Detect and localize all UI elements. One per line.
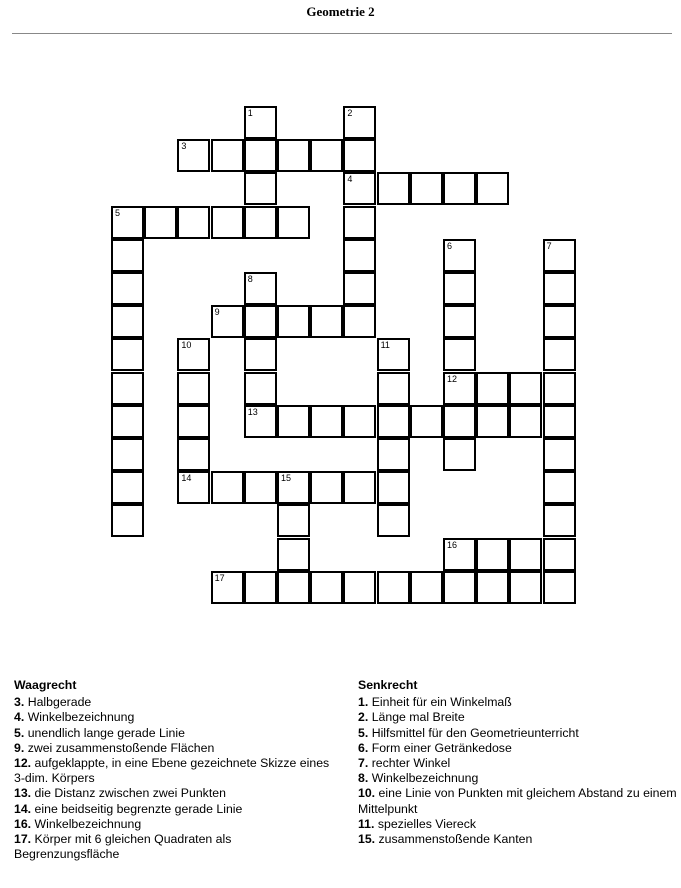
clue-number: 12. <box>14 756 32 771</box>
crossword-cell[interactable] <box>343 172 376 205</box>
crossword-cell[interactable] <box>476 571 509 604</box>
crossword-cell[interactable] <box>310 139 343 172</box>
clue-item <box>358 832 678 847</box>
crossword-cell[interactable] <box>177 372 210 405</box>
clue-number: 16. <box>14 816 32 831</box>
cell-number: 5 <box>115 207 121 218</box>
crossword-cell[interactable] <box>543 504 576 537</box>
clue-number: 14. <box>14 801 32 816</box>
clue-text: Halbgerade <box>27 695 92 710</box>
crossword-cell[interactable] <box>443 338 476 371</box>
crossword-cell[interactable] <box>377 471 410 504</box>
clue-number: 13. <box>14 786 32 801</box>
crossword-cell[interactable] <box>111 206 144 239</box>
cell-number: 11 <box>380 340 390 351</box>
crossword-cell[interactable] <box>509 538 542 571</box>
cell-number: 16 <box>447 539 458 550</box>
crossword-cell[interactable] <box>244 139 277 172</box>
clue-text: Winkelbezeichnung <box>27 710 135 725</box>
clue-item <box>358 771 678 786</box>
clues-across-heading: Waagrecht <box>14 678 77 692</box>
crossword-cell[interactable] <box>410 405 443 438</box>
page-title: Geometrie 2 <box>306 4 375 19</box>
crossword-cell[interactable] <box>111 438 144 471</box>
crossword-cell[interactable] <box>277 538 310 571</box>
cell-number: 6 <box>447 240 453 251</box>
crossword-cell[interactable] <box>277 571 310 604</box>
crossword-cell[interactable] <box>377 405 410 438</box>
clue-item <box>358 726 678 741</box>
clue-text: unendlich lange gerade Linie <box>27 725 185 740</box>
crossword-cell[interactable] <box>277 405 310 438</box>
clue-text: Form einer Getränkedose <box>371 740 512 755</box>
crossword-cell[interactable] <box>543 571 576 604</box>
clue-text: Einheit für ein Winkelmaß <box>371 695 512 710</box>
crossword-cell[interactable] <box>377 438 410 471</box>
clue-list-down <box>358 695 678 847</box>
clue-text: Länge mal Breite <box>371 710 465 725</box>
crossword-cell[interactable] <box>244 106 277 139</box>
crossword-cell[interactable] <box>244 206 277 239</box>
crossword-cell[interactable] <box>343 239 376 272</box>
crossword-cell[interactable] <box>343 272 376 305</box>
crossword-cell[interactable] <box>476 172 509 205</box>
clue-number: 8. <box>358 771 369 786</box>
crossword-cell[interactable] <box>177 206 210 239</box>
crossword-cell[interactable] <box>343 571 376 604</box>
crossword-cell[interactable] <box>244 272 277 305</box>
crossword-cell[interactable] <box>310 571 343 604</box>
cell-number: 3 <box>181 141 187 152</box>
crossword-cell[interactable] <box>310 405 343 438</box>
clue-number: 1. <box>358 695 369 710</box>
clue-number: 3. <box>14 695 25 710</box>
clue-item <box>358 710 678 725</box>
clue-number: 6. <box>358 740 369 755</box>
crossword-cell[interactable] <box>343 305 376 338</box>
crossword-cell[interactable] <box>443 438 476 471</box>
crossword-cell[interactable] <box>443 538 476 571</box>
crossword-cell[interactable] <box>410 571 443 604</box>
crossword-cell[interactable] <box>443 372 476 405</box>
crossword-cell[interactable] <box>244 305 277 338</box>
cell-number: 12 <box>447 373 458 384</box>
crossword-cell[interactable] <box>277 305 310 338</box>
crossword-cell[interactable] <box>277 206 310 239</box>
cell-number: 8 <box>247 274 253 284</box>
clue-number: 11. <box>358 816 375 831</box>
crossword-cell[interactable] <box>244 372 277 405</box>
crossword-cell[interactable] <box>111 504 144 537</box>
crossword-cell[interactable] <box>111 471 144 504</box>
crossword-cell[interactable] <box>543 272 576 305</box>
crossword-cell[interactable] <box>177 405 210 438</box>
crossword-cell[interactable] <box>111 239 144 272</box>
clue-number: 5. <box>14 725 25 740</box>
clue-text: Körper mit 6 gleichen Quadraten als Begrenzungsfläche <box>14 832 232 862</box>
clues-down-heading: Senkrecht <box>358 678 418 692</box>
clues-down <box>358 678 678 847</box>
crossword-cell[interactable] <box>377 372 410 405</box>
clues-across <box>14 678 334 862</box>
crossword-cell[interactable] <box>543 471 576 504</box>
crossword-cell[interactable] <box>377 504 410 537</box>
clue-item <box>14 802 334 817</box>
crossword-cell[interactable] <box>244 338 277 371</box>
clue-item <box>14 786 334 801</box>
clue-item <box>14 817 334 832</box>
crossword-cell[interactable] <box>211 471 244 504</box>
crossword-cell[interactable] <box>443 172 476 205</box>
crossword-cell[interactable] <box>144 206 177 239</box>
crossword-cell[interactable] <box>443 272 476 305</box>
crossword-cell[interactable] <box>277 504 310 537</box>
crossword-cell[interactable] <box>343 139 376 172</box>
clue-text: zwei zusammenstoßende Flächen <box>27 740 215 755</box>
crossword-cell[interactable] <box>377 172 410 205</box>
clue-item <box>358 741 678 756</box>
clue-item <box>358 695 678 710</box>
clue-text: eine Linie von Punkten mit gleichem Abstand zu einem Mittelpunkt <box>358 786 677 816</box>
clue-item <box>14 695 334 710</box>
crossword-cell[interactable] <box>111 272 144 305</box>
crossword-cell[interactable] <box>244 405 277 438</box>
clue-item <box>14 726 334 741</box>
clue-number: 10. <box>358 786 376 801</box>
clue-number: 4. <box>14 710 25 725</box>
crossword-cell[interactable] <box>211 305 244 338</box>
crossword-cell[interactable] <box>111 338 144 371</box>
cell-number: 14 <box>181 473 192 484</box>
crossword-cell[interactable] <box>244 471 277 504</box>
cell-number: 15 <box>281 473 292 484</box>
crossword-cell[interactable] <box>244 571 277 604</box>
crossword-cell[interactable] <box>509 372 542 405</box>
crossword-cell[interactable] <box>244 172 277 205</box>
crossword-cell[interactable] <box>277 471 310 504</box>
clue-number: 7. <box>358 756 369 771</box>
crossword-cell[interactable] <box>509 405 542 438</box>
crossword-cell[interactable] <box>277 139 310 172</box>
crossword-cell[interactable] <box>543 405 576 438</box>
clue-text: zusammenstoßende Kanten <box>378 832 533 847</box>
crossword-cell[interactable] <box>343 405 376 438</box>
clue-text: die Distanz zwischen zwei Punkten <box>34 786 226 801</box>
crossword-cell[interactable] <box>509 571 542 604</box>
crossword-cell[interactable] <box>476 538 509 571</box>
cell-number: 1 <box>247 108 253 118</box>
crossword-cell[interactable] <box>543 372 576 405</box>
crossword-cell[interactable] <box>211 206 244 239</box>
crossword-cell[interactable] <box>177 338 210 371</box>
clue-number: 15. <box>358 832 376 847</box>
cell-number: 17 <box>214 572 225 583</box>
crossword-cell[interactable] <box>211 139 244 172</box>
clue-item <box>14 756 334 786</box>
clue-text: Hilfsmittel für den Geometrieunterricht <box>371 725 579 740</box>
crossword-cell[interactable] <box>377 571 410 604</box>
crossword-cell[interactable] <box>377 338 410 371</box>
clue-item <box>14 832 334 862</box>
clue-text: Winkelbezeichnung <box>34 816 142 831</box>
crossword-cell[interactable] <box>177 139 210 172</box>
clue-number: 2. <box>358 710 369 725</box>
clue-number: 5. <box>358 725 369 740</box>
crossword-cell[interactable] <box>543 438 576 471</box>
clue-item <box>14 710 334 725</box>
clue-item <box>358 817 678 832</box>
crossword-cell[interactable] <box>211 571 244 604</box>
crossword-cell[interactable] <box>543 538 576 571</box>
clue-number: 9. <box>14 740 25 755</box>
cell-number: 13 <box>247 406 258 417</box>
clue-text: eine beidseitig begrenzte gerade Linie <box>34 801 243 816</box>
clue-text: aufgeklappte, in eine Ebene gezeichnete Skizze eines 3-dim. Körpers <box>14 756 330 786</box>
crossword-cell[interactable] <box>543 239 576 272</box>
crossword-cell[interactable] <box>343 471 376 504</box>
crossword-cell[interactable] <box>543 338 576 371</box>
clue-text: spezielles Viereck <box>377 816 477 831</box>
clue-item <box>358 786 678 816</box>
crossword-cell[interactable] <box>111 405 144 438</box>
clue-text: Winkelbezeichnung <box>371 771 479 786</box>
crossword-cell[interactable] <box>543 305 576 338</box>
clue-list-across <box>14 695 334 862</box>
crossword-cell[interactable] <box>310 471 343 504</box>
clue-text: rechter Winkel <box>371 756 451 771</box>
crossword-cell[interactable] <box>177 438 210 471</box>
cell-number: 10 <box>181 340 192 351</box>
crossword-cell[interactable] <box>111 372 144 405</box>
crossword-cell[interactable] <box>443 405 476 438</box>
crossword-cell[interactable] <box>177 471 210 504</box>
cell-number: 9 <box>214 307 220 318</box>
crossword-cell[interactable] <box>343 106 376 139</box>
crossword-cell[interactable] <box>111 305 144 338</box>
crossword-cell[interactable] <box>310 305 343 338</box>
cell-number: 7 <box>546 240 552 251</box>
crossword-cell[interactable] <box>443 239 476 272</box>
crossword-cell[interactable] <box>443 571 476 604</box>
cell-number: 4 <box>347 174 353 185</box>
clue-item <box>14 741 334 756</box>
clue-item <box>358 756 678 771</box>
crossword-cell[interactable] <box>443 305 476 338</box>
cell-number: 2 <box>347 108 353 118</box>
crossword-cell[interactable] <box>343 206 376 239</box>
clue-number: 17. <box>14 832 32 847</box>
crossword-cell[interactable] <box>476 372 509 405</box>
crossword-cell[interactable] <box>476 405 509 438</box>
crossword-cell[interactable] <box>410 172 443 205</box>
